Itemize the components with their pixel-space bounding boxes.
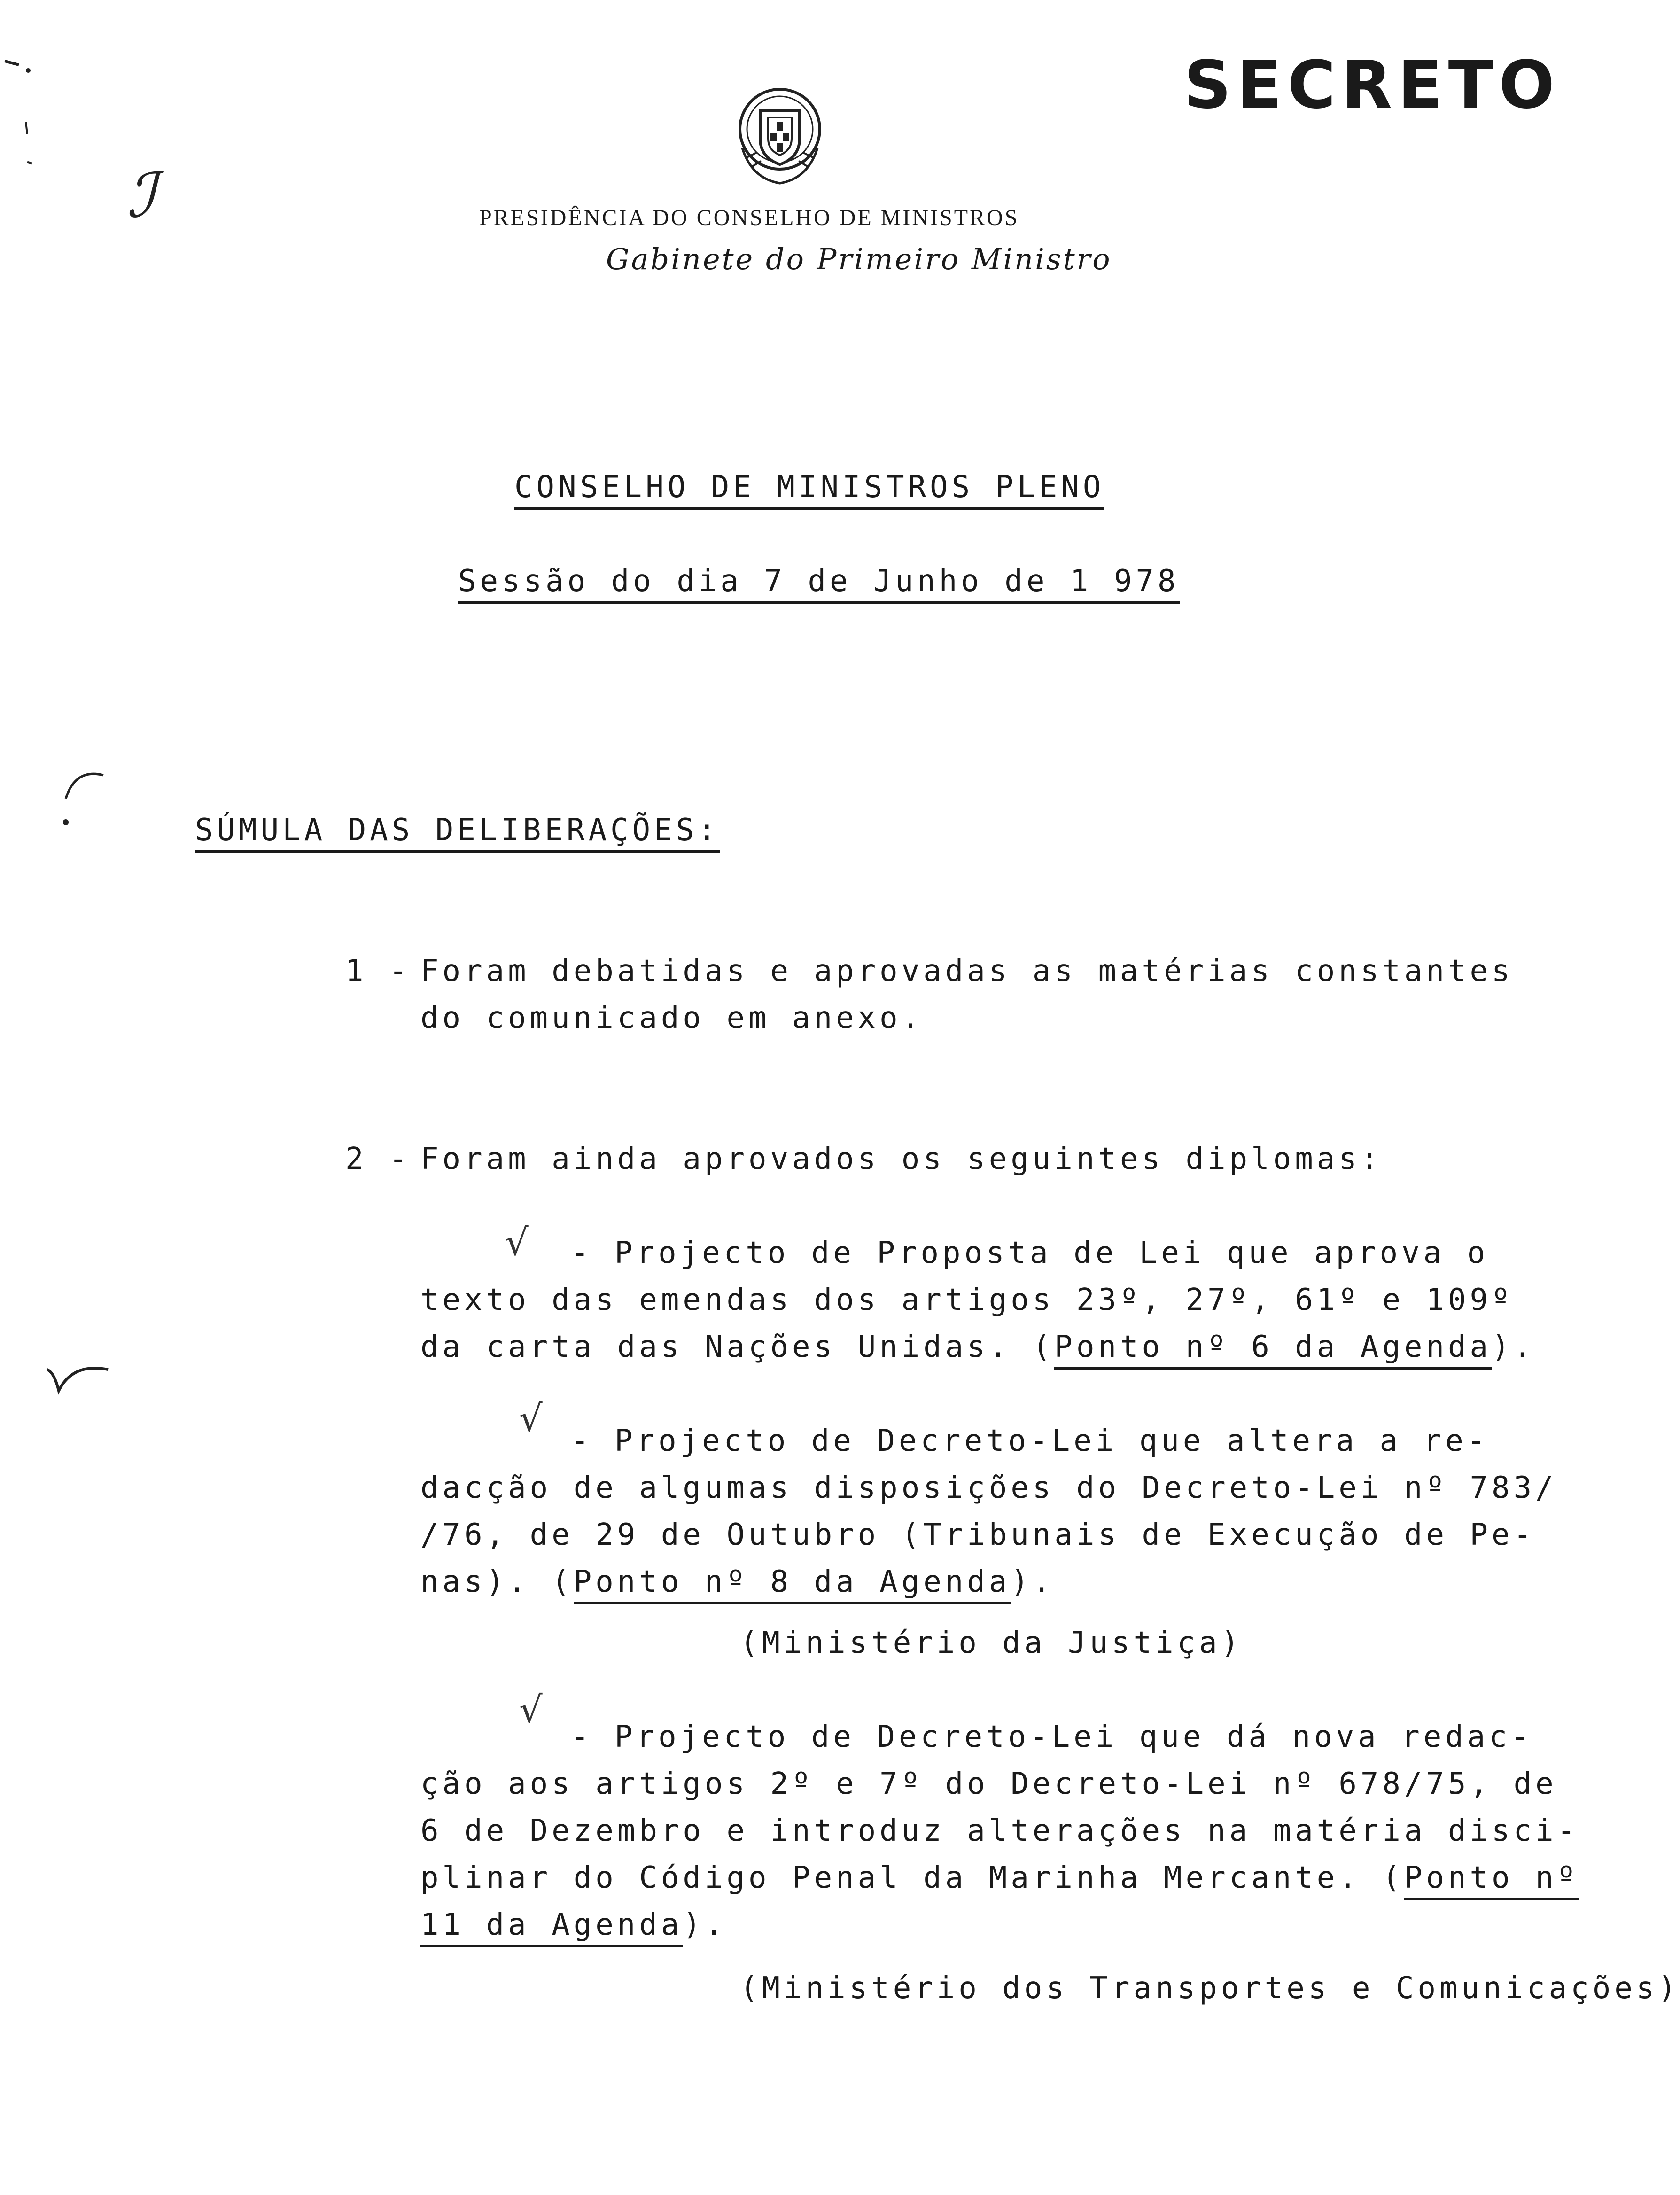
coat-of-arms-emblem bbox=[723, 78, 836, 190]
item-2-number: 2 - bbox=[345, 1142, 411, 1176]
diploma-3-line-2: ção aos artigos 2º e 7º do Decreto-Lei nº 678/75, de bbox=[420, 1767, 1557, 1801]
item-1-number: 1 - bbox=[345, 954, 411, 989]
institution-name: PRESIDÊNCIA DO CONSELHO DE MINISTROS bbox=[479, 205, 1019, 230]
diploma-1-text: da carta das Nações Unidas. ( bbox=[420, 1330, 1055, 1364]
diploma-3-line-1: - Projecto de Decreto-Lei que dá nova redac- bbox=[571, 1720, 1533, 1754]
margin-tick-mark bbox=[45, 1353, 110, 1395]
office-name: Gabinete do Primeiro Ministro bbox=[606, 242, 1112, 276]
summary-heading: SÚMULA DAS DELIBERAÇÕES: bbox=[195, 813, 720, 853]
diploma-2-line-1: - Projecto de Decreto-Lei que altera a re- bbox=[571, 1424, 1489, 1458]
session-date: Sessão do dia 7 de Junho de 1 978 bbox=[458, 564, 1180, 604]
diploma-2-line-4 bbox=[420, 1565, 1054, 1599]
diploma-3-line-5 bbox=[420, 1907, 726, 1942]
diploma-3-text: plinar do Código Penal da Marinha Mercante. ( bbox=[420, 1860, 1404, 1895]
agenda-reference: Ponto nº 8 da Agenda bbox=[574, 1565, 1011, 1604]
diploma-2-text: nas). ( bbox=[420, 1565, 574, 1599]
margin-bracket-mark bbox=[56, 766, 108, 841]
check-mark-2: √ bbox=[519, 1398, 543, 1440]
diploma-2-line-3: /76, de 29 de Outubro (Tribunais de Execução de Pe- bbox=[420, 1518, 1536, 1552]
ministry-justice: (Ministério da Justiça) bbox=[740, 1626, 1243, 1660]
diploma-2-line-2: dacção de algumas disposições do Decreto-Lei nº 783/ bbox=[420, 1471, 1557, 1505]
item-1-line-2: do comunicado em anexo. bbox=[420, 1001, 924, 1035]
check-mark-3: √ bbox=[519, 1689, 543, 1731]
diploma-3-line-4 bbox=[420, 1860, 1579, 1895]
handwritten-mark: ℐ bbox=[127, 160, 156, 231]
diploma-1-close: ). bbox=[1492, 1330, 1536, 1364]
diploma-3-line-3: 6 de Dezembro e introduz alterações na matéria disci- bbox=[420, 1814, 1579, 1848]
classification-stamp: SECRETO bbox=[1184, 47, 1561, 124]
scan-artifact-marks bbox=[0, 52, 38, 179]
ministry-transport: (Ministério dos Transportes e Comunicações) bbox=[740, 1971, 1680, 2006]
agenda-reference: 11 da Agenda bbox=[420, 1907, 683, 1947]
item-2-text: Foram ainda aprovados os seguintes diplomas: bbox=[420, 1142, 1383, 1176]
diploma-1-line-3 bbox=[420, 1330, 1535, 1364]
check-mark-1: √ bbox=[505, 1222, 529, 1264]
diploma-3-close: ). bbox=[683, 1907, 727, 1942]
agenda-reference: Ponto nº 6 da Agenda bbox=[1054, 1330, 1492, 1370]
document-title: CONSELHO DE MINISTROS PLENO bbox=[514, 470, 1104, 510]
diploma-1-line-1: - Projecto de Proposta de Lei que aprova o bbox=[571, 1236, 1489, 1270]
diploma-2-close: ). bbox=[1011, 1565, 1055, 1599]
diploma-1-line-2: texto das emendas dos artigos 23º, 27º, 61º e 109º bbox=[420, 1283, 1514, 1317]
agenda-reference: Ponto nº bbox=[1404, 1860, 1579, 1900]
item-1-line-1: Foram debatidas e aprovadas as matérias constantes bbox=[420, 954, 1514, 989]
